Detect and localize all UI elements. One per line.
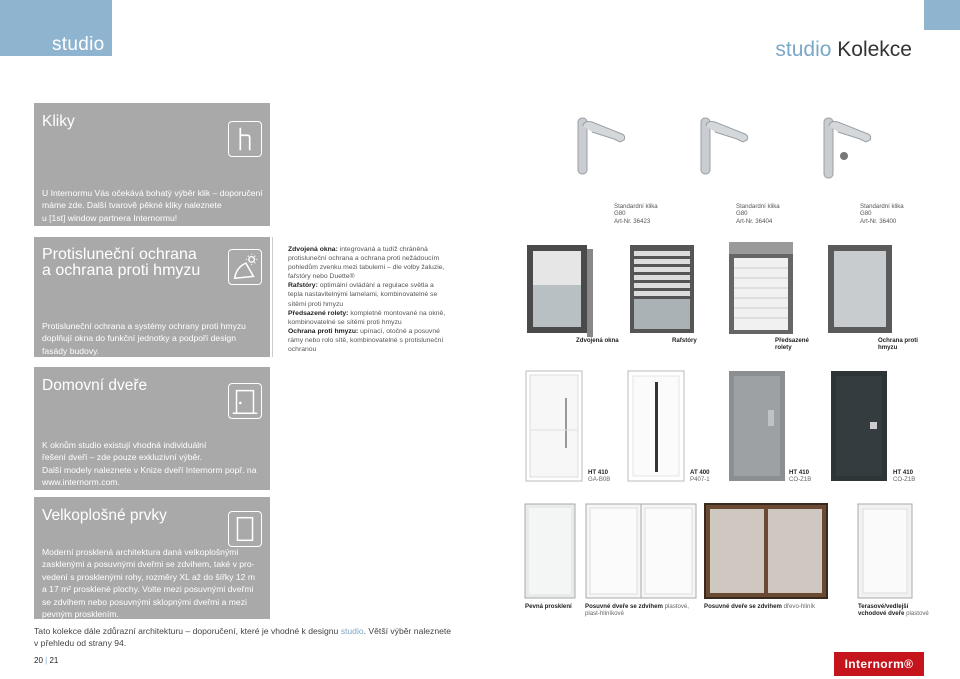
window-image	[826, 243, 896, 338]
product-caption: Zdvojená okna	[576, 337, 619, 344]
product-caption: Rafstóry	[672, 337, 697, 344]
section-title: Domovní dveře	[42, 377, 148, 394]
header-label: studio	[52, 34, 105, 55]
door-image	[627, 370, 685, 482]
sun-shade-icon	[228, 249, 262, 285]
panel-dvere: Domovní dveře K oknům studio existují vhodná individuální řešení dveří – zde pouze exkluzivní výběr. Další modely naleznete v Knize dveří Internorm popř. na www.internorm.com.	[34, 367, 270, 490]
header-accent-bar	[924, 0, 960, 30]
product-caption: Předsazené rolety	[775, 337, 809, 352]
product-caption: HT 410 CO-Z1B	[789, 469, 812, 484]
handle-icon	[228, 121, 262, 157]
product-caption: Standardní klika G80 Art-Nr. 36400	[860, 203, 904, 225]
page-title: studio Kolekce	[775, 38, 912, 61]
product-caption: HT 410 CO-Z1B	[893, 469, 916, 484]
glass-element-image	[585, 503, 697, 599]
panel-kliky: Kliky U Internormu Vás očekává bohatý výběr klik – doporučení máme zde. Další tvarově pěkné kliky naleznete u [1st] window partnera Internormu!	[34, 103, 270, 226]
window-image	[525, 243, 595, 338]
page-numbers: 20 | 21	[34, 656, 59, 665]
shading-details: Zdvojená okna: integrovaná a tudíž chráněná protisluneční ochrana a ochrana proti nežádoucím pohledům zvenku mezi tabulemi – dle volby žaluzie, fařstóry nebo Duette® Rafstóry: optimální ovládání a regulace světla a tepla nastavitelnými lamelami, kombinovatelné se sítěmi proti hmyzu Předsazené rolety: kompletně montované na okně, kombinovatelné se sítěmi proti hmyzu Ochrana proti hmyzu: upínací, otočné a posuvné rámy nebo rolo sítě, kombinovatelné s protisluneční ochranou	[288, 246, 446, 354]
product-caption: AT 400 P407-1	[690, 469, 710, 484]
large-glass-icon	[228, 511, 262, 547]
product-caption: Pevná prosklení	[525, 603, 572, 610]
product-caption: Standardní klika G80 Art-Nr. 36404	[736, 203, 780, 225]
handle-image	[816, 112, 876, 202]
product-caption: Terasové/vedlejší vchodové dveře plastové	[858, 603, 929, 618]
product-caption: HT 410 GA-B0B	[588, 469, 611, 484]
handle-image	[570, 112, 630, 202]
divider	[272, 237, 273, 357]
panel-protisluneni: Protisluneční ochrana a ochrana proti hmyzu Protisluneční ochrana a systémy ochrany proti hmyzu doplňují okna do funkční jednotky a podpoří design fasády budovy.	[34, 237, 270, 357]
footer-note: Tato kolekce dále zdůrazní architekturu – doporučení, které je vhodné k designu studio. Větší výběr naleznete v přehledu od strany 94.	[34, 626, 452, 648]
product-caption: Ochrana proti hmyzu	[878, 337, 918, 352]
glass-element-image	[857, 503, 913, 599]
section-title: Protisluneční ochrana a ochrana proti hmyzu	[42, 246, 201, 279]
door-image	[728, 370, 786, 482]
door-image	[525, 370, 583, 482]
handle-image	[693, 112, 753, 202]
section-title: Kliky	[42, 113, 75, 130]
window-image	[727, 240, 797, 338]
brand-logo: Internorm®	[834, 652, 924, 676]
door-icon	[228, 383, 262, 419]
header-badge	[0, 0, 112, 56]
product-caption: Posuvné dveře se zdvihem plastové, plast-hliníkové	[585, 603, 689, 618]
panel-velkoplosne: Velkoplošné prvky Moderní prosklená architektura daná velkoplošnými zasklenými a posuvnými dveřmi se zdvihem, také v pro- vedení s prosklenými rohy, rozměry XL až do šířky 12 m a 17 m² prosklené plochy. Volte mezi posuvnými dveřmi se zdvihem nebo posuvnými sklopnými dveřmi a mezi pevným prosklením.	[34, 497, 270, 619]
window-image	[628, 243, 698, 338]
glass-element-image	[704, 503, 828, 599]
product-caption: Standardní klika G80 Art-Nr. 36423	[614, 203, 658, 225]
section-title: Velkoplošné prvky	[42, 507, 167, 524]
glass-element-image	[524, 503, 576, 599]
product-caption: Posuvné dveře se zdvihem dřevo-hliník	[704, 603, 816, 610]
door-image	[830, 370, 888, 482]
